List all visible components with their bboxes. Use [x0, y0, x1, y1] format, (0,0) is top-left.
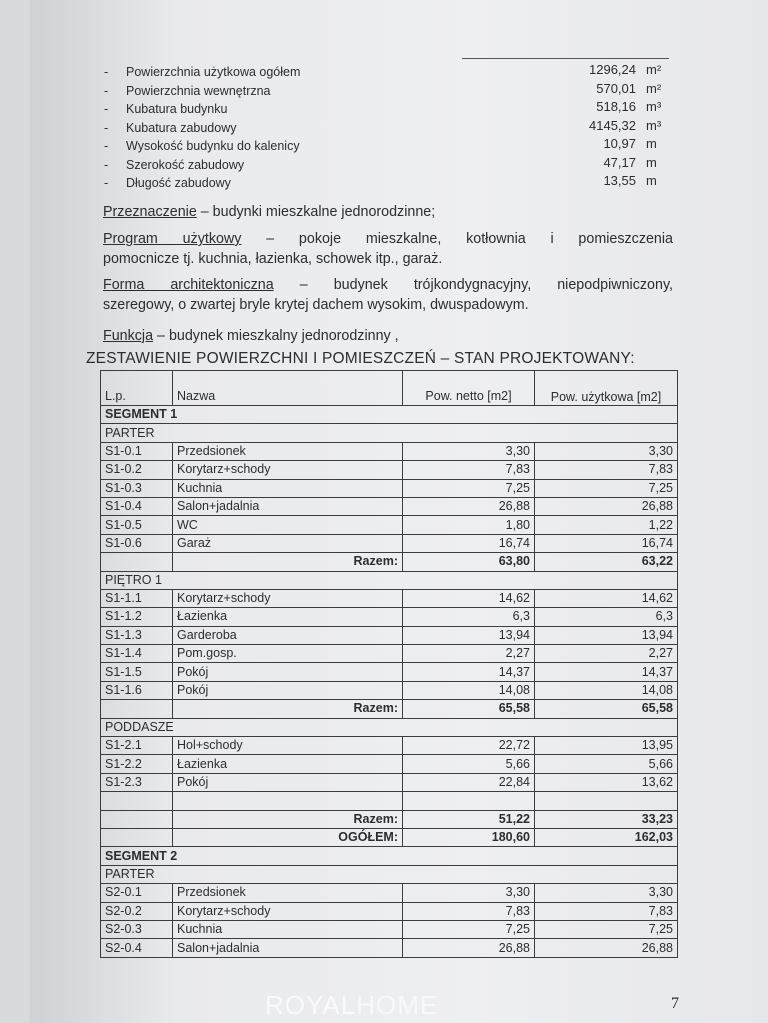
bullet-dash: - [104, 120, 109, 135]
table-row [101, 755, 678, 773]
total-row [101, 828, 678, 846]
room-netto: 26,88 [403, 939, 535, 957]
header-netto: Pow. netto [m2] [403, 371, 535, 406]
table-row [101, 626, 678, 644]
bullet-dash: - [104, 102, 109, 116]
room-uzytkowa: 7,25 [535, 920, 678, 938]
header-uzytkowa: Pow. użytkowa [m2] [535, 371, 678, 406]
header-name: Nazwa [173, 371, 403, 406]
floor-row [101, 571, 678, 589]
parameter-row [104, 136, 664, 155]
room-uzytkowa: 7,83 [535, 461, 678, 479]
program-term: Program użytkowy [103, 231, 242, 247]
room-id: S1-1.1 [101, 589, 173, 607]
parameter-value: 10,97 [603, 136, 636, 151]
room-name: Kuchnia [173, 479, 403, 497]
watermark-brand-home: HOME [356, 990, 439, 1020]
table-row [101, 663, 678, 681]
watermark-logo [265, 990, 438, 1021]
parameter-label: Powierzchnia wewnętrzna [126, 83, 271, 98]
funkcja-paragraph [103, 326, 673, 346]
program-line-2: pomocnicze tj. kuchnia, łazienka, schowek itp., garaż. [103, 251, 443, 267]
blank-cell [101, 700, 173, 718]
total-row [101, 700, 678, 718]
room-name: Pokój [173, 681, 403, 699]
parameter-label: Długość zabudowy [126, 176, 231, 190]
room-name: Łazienka [173, 608, 403, 626]
watermark-brand: ROYAL [265, 990, 357, 1020]
parameter-label: Wysokość budynku do kalenicy [126, 139, 300, 153]
parameter-unit: m² [646, 62, 662, 77]
parameter-value: 4145,32 [589, 117, 636, 133]
room-name: Przedsionek [173, 442, 403, 460]
room-id: S1-2.3 [101, 773, 173, 791]
parameter-unit: m [646, 154, 657, 170]
bullet-dash: - [104, 176, 109, 190]
room-netto: 7,25 [403, 920, 535, 938]
room-netto: 5,66 [403, 755, 535, 773]
room-name: Łazienka [173, 755, 403, 773]
room-name: Pokój [173, 663, 403, 681]
floor-row [101, 718, 678, 736]
parameter-row [104, 173, 664, 192]
room-id: S1-0.2 [101, 461, 173, 479]
room-id: S2-0.1 [101, 884, 173, 902]
total-label: OGÓŁEM: [173, 828, 403, 846]
floor-row [101, 424, 678, 442]
program-text-1: – pokoje mieszkalne, kotłownia i pomieszczenia [241, 231, 673, 247]
bullet-dash: - [104, 139, 109, 153]
room-netto: 7,83 [403, 461, 535, 479]
room-uzytkowa: 14,08 [535, 681, 678, 699]
room-uzytkowa: 7,83 [535, 902, 678, 920]
room-netto: 3,30 [403, 884, 535, 902]
funkcja-term: Funkcja [103, 328, 154, 344]
room-id: S1-0.1 [101, 442, 173, 460]
parameter-unit: m [646, 173, 657, 188]
total-netto: 65,58 [403, 700, 535, 718]
blank-cell [101, 553, 173, 571]
room-netto: 14,37 [403, 663, 535, 681]
blank-cell [403, 792, 535, 810]
table-row [101, 589, 678, 607]
room-uzytkowa: 2,27 [535, 645, 678, 663]
parameter-unit: m³ [646, 117, 662, 133]
room-netto: 1,80 [403, 516, 535, 534]
segment-row [101, 406, 678, 424]
room-name: Przedsionek [173, 884, 403, 902]
parameter-unit: m [646, 136, 657, 151]
parameter-row [104, 155, 664, 174]
segment-row [101, 847, 678, 865]
forma-term: Forma architektoniczna [103, 277, 274, 293]
floor-label: PIĘTRO 1 [101, 571, 678, 589]
funkcja-text: – budynek mieszkalny jednorodzinny , [153, 328, 399, 344]
room-name: Salon+jadalnia [173, 939, 403, 957]
floor-row [101, 865, 678, 883]
table-row [101, 608, 678, 626]
room-id: S1-0.5 [101, 516, 173, 534]
parameter-row [104, 99, 664, 118]
room-name: Garaż [173, 534, 403, 552]
room-uzytkowa: 14,62 [535, 589, 678, 607]
total-netto: 51,22 [403, 810, 535, 828]
room-uzytkowa: 16,74 [535, 534, 678, 552]
blank-cell [535, 792, 678, 810]
room-id: S1-1.4 [101, 645, 173, 663]
room-name: Korytarz+schody [173, 461, 403, 479]
table-row [101, 902, 678, 920]
room-netto: 7,25 [403, 479, 535, 497]
room-id: S1-1.3 [101, 626, 173, 644]
parameter-value: 13,55 [603, 173, 636, 188]
total-uzytkowa: 33,23 [535, 810, 678, 828]
room-id: S1-2.1 [101, 737, 173, 755]
blank-row [101, 792, 678, 810]
parameter-value: 1296,24 [589, 62, 636, 77]
total-netto: 180,60 [403, 828, 535, 846]
table-row [101, 773, 678, 791]
room-name: Kuchnia [173, 920, 403, 938]
forma-paragraph [103, 275, 673, 315]
room-name: Korytarz+schody [173, 902, 403, 920]
table-header-row [101, 371, 678, 406]
room-uzytkowa: 6,3 [535, 608, 678, 626]
room-name: Salon+jadalnia [173, 497, 403, 515]
total-uzytkowa: 65,58 [535, 700, 678, 718]
room-id: S2-0.2 [101, 902, 173, 920]
segment-label: SEGMENT 1 [101, 406, 678, 424]
room-uzytkowa: 1,22 [535, 516, 678, 534]
room-uzytkowa: 5,66 [535, 755, 678, 773]
room-uzytkowa: 13,94 [535, 626, 678, 644]
room-netto: 14,62 [403, 589, 535, 607]
table-row [101, 920, 678, 938]
room-name: Garderoba [173, 626, 403, 644]
forma-text-1: – budynek trójkondygnacyjny, niepodpiwniczony, [273, 277, 673, 293]
table-row [101, 939, 678, 957]
room-name: Korytarz+schody [173, 589, 403, 607]
blank-cell [101, 792, 173, 810]
parameter-value: 47,17 [603, 154, 636, 170]
parameter-row [104, 62, 664, 81]
room-name: Pokój [173, 773, 403, 791]
parameter-value: 570,01 [596, 80, 636, 96]
bullet-dash: - [104, 65, 109, 79]
room-netto: 22,72 [403, 737, 535, 755]
bullet-dash: - [104, 83, 109, 98]
room-uzytkowa: 26,88 [535, 497, 678, 515]
room-uzytkowa: 26,88 [535, 939, 678, 957]
room-uzytkowa: 3,30 [535, 442, 678, 460]
room-netto: 14,08 [403, 681, 535, 699]
room-netto: 13,94 [403, 626, 535, 644]
room-id: S1-0.3 [101, 479, 173, 497]
room-netto: 26,88 [403, 497, 535, 515]
total-uzytkowa: 63,22 [535, 553, 678, 571]
room-netto: 16,74 [403, 534, 535, 552]
section-title: ZESTAWIENIE POWIERZCHNI I POMIESZCZEŃ – STAN PROJEKTOWANY: [86, 350, 635, 367]
table-row [101, 497, 678, 515]
table-row [101, 534, 678, 552]
total-row [101, 553, 678, 571]
parameter-label: Kubatura budynku [126, 102, 228, 116]
header-lp: L.p. [101, 371, 173, 406]
floor-label: PARTER [101, 865, 678, 883]
blank-cell [101, 828, 173, 846]
total-row [101, 810, 678, 828]
room-id: S2-0.4 [101, 939, 173, 957]
room-id: S2-0.3 [101, 920, 173, 938]
room-uzytkowa: 13,62 [535, 773, 678, 791]
total-uzytkowa: 162,03 [535, 828, 678, 846]
program-line-1 [103, 229, 673, 249]
room-netto: 3,30 [403, 442, 535, 460]
parameter-row [104, 81, 664, 100]
room-uzytkowa: 14,37 [535, 663, 678, 681]
bullet-dash: - [104, 157, 109, 172]
total-label: Razem: [173, 810, 403, 828]
room-id: S1-0.6 [101, 534, 173, 552]
parameter-label: Kubatura zabudowy [126, 120, 237, 135]
parameter-value: 518,16 [596, 99, 636, 114]
building-parameters-list [104, 62, 664, 192]
room-uzytkowa: 13,95 [535, 737, 678, 755]
parameter-label: Szerokość zabudowy [126, 157, 245, 172]
room-name: Pom.gosp. [173, 645, 403, 663]
parameters-top-rule [462, 58, 669, 59]
room-id: S1-1.6 [101, 681, 173, 699]
table-row [101, 884, 678, 902]
page-number: 7 [671, 995, 679, 1012]
program-paragraph [103, 229, 673, 269]
floor-label: PODDASZE [101, 718, 678, 736]
forma-line-1 [103, 275, 673, 295]
room-netto: 2,27 [403, 645, 535, 663]
parameter-unit: m³ [646, 99, 662, 114]
parameter-row [104, 118, 664, 137]
floor-label: PARTER [101, 424, 678, 442]
blank-cell [173, 792, 403, 810]
table-row [101, 479, 678, 497]
total-netto: 63,80 [403, 553, 535, 571]
parameter-label: Powierzchnia użytkowa ogółem [126, 65, 301, 79]
room-netto: 22,84 [403, 773, 535, 791]
blank-cell [101, 810, 173, 828]
room-uzytkowa: 7,25 [535, 479, 678, 497]
parameter-unit: m² [646, 80, 662, 96]
room-uzytkowa: 3,30 [535, 884, 678, 902]
room-id: S1-0.4 [101, 497, 173, 515]
total-label: Razem: [173, 553, 403, 571]
przeznaczenie-text: – budynki mieszkalne jednorodzinne; [196, 204, 436, 220]
segment-label: SEGMENT 2 [101, 847, 678, 865]
forma-line-2: szeregowy, o zwartej bryle krytej dachem wysokim, dwuspadowym. [103, 297, 529, 313]
total-label: Razem: [173, 700, 403, 718]
room-netto: 6,3 [403, 608, 535, 626]
table-row [101, 645, 678, 663]
room-id: S1-1.2 [101, 608, 173, 626]
przeznaczenie-paragraph [103, 202, 673, 222]
table-row [101, 737, 678, 755]
room-name: WC [173, 516, 403, 534]
room-id: S1-1.5 [101, 663, 173, 681]
table-row [101, 461, 678, 479]
room-name: Hol+schody [173, 737, 403, 755]
room-netto: 7,83 [403, 902, 535, 920]
room-id: S1-2.2 [101, 755, 173, 773]
table-row [101, 516, 678, 534]
table-row [101, 442, 678, 460]
table-row [101, 681, 678, 699]
rooms-table [100, 370, 678, 958]
przeznaczenie-term: Przeznaczenie [103, 204, 197, 220]
